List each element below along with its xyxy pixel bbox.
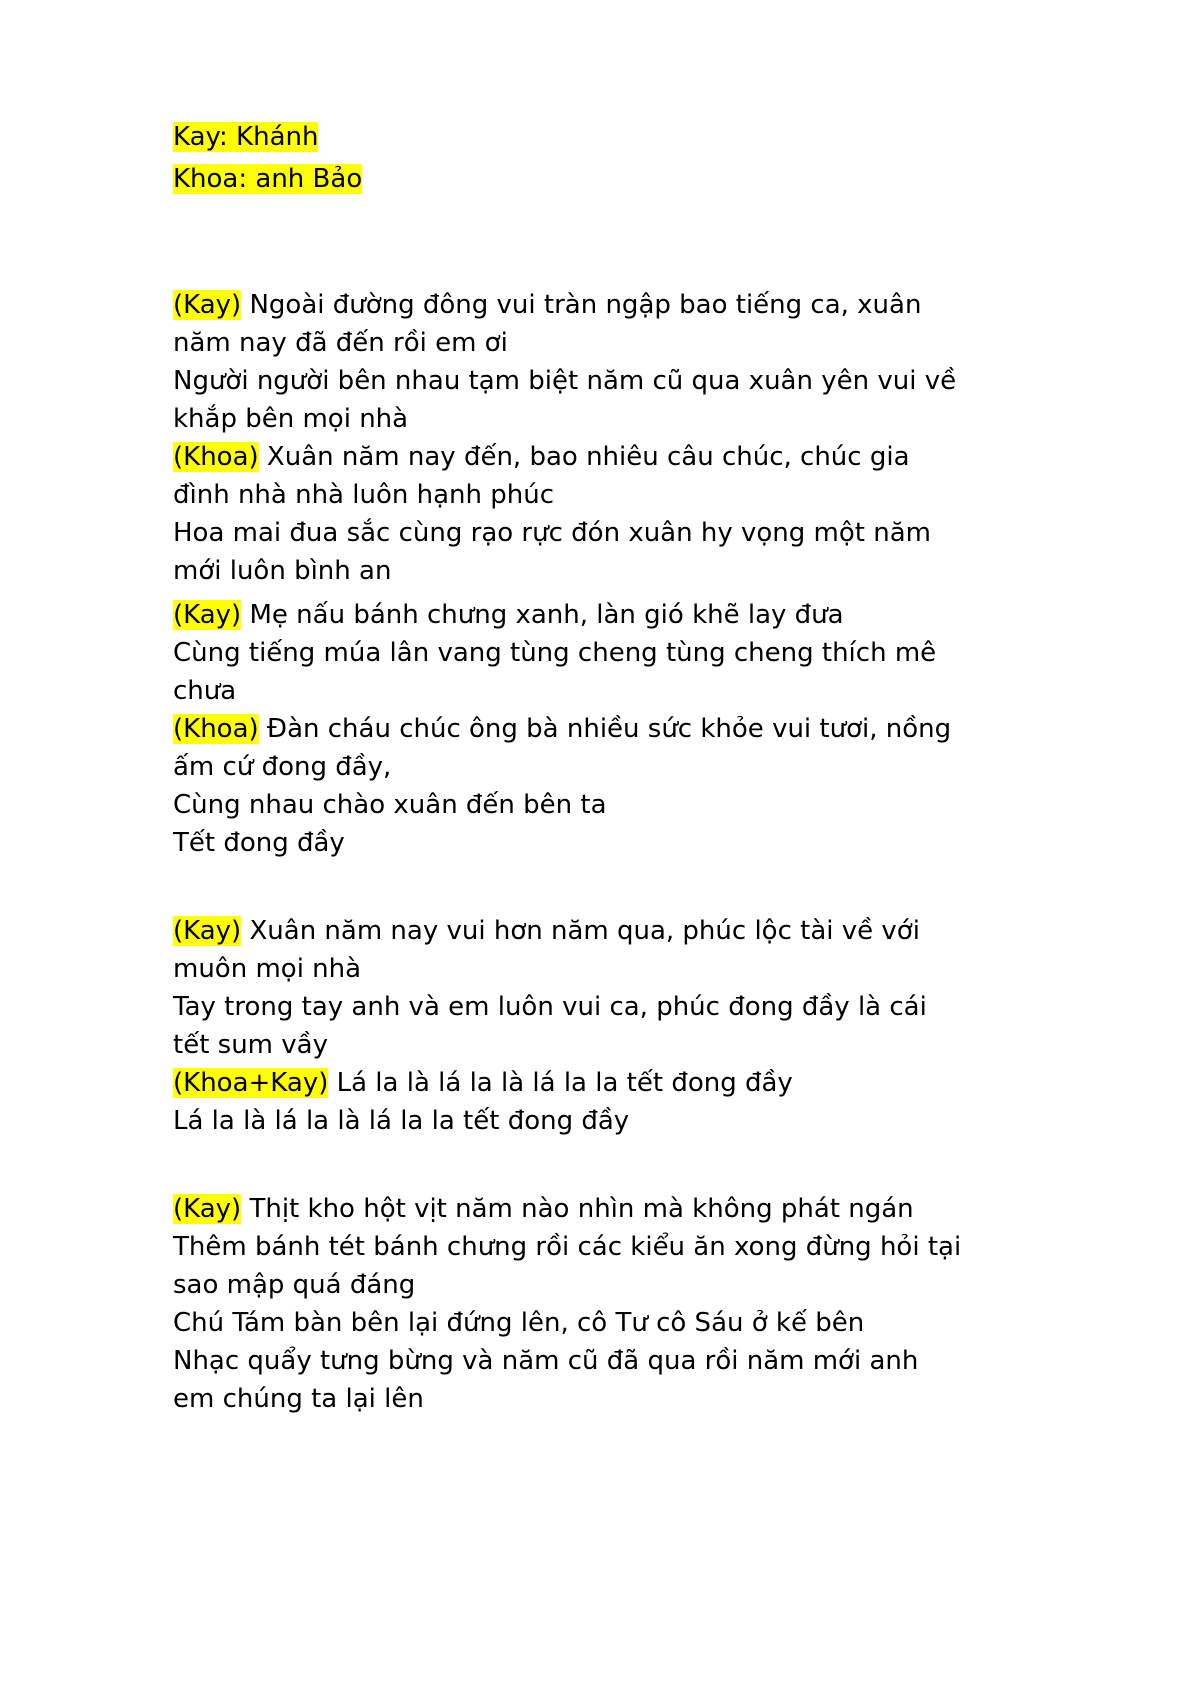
lyric-text: sao mập quá đáng — [173, 1270, 416, 1300]
lyric-text: Xuân năm nay vui hơn năm qua, phúc lộc tài về với — [241, 916, 920, 946]
lyric-text: muôn mọi nhà — [173, 954, 362, 984]
lyric-text: đình nhà nhà luôn hạnh phúc — [173, 480, 554, 510]
lyric-text: Lá la là lá la là lá la la tết đong đầy — [173, 1106, 630, 1136]
lyric-text: mới luôn bình an — [173, 556, 392, 586]
lyric-text: Người người bên nhau tạm biệt năm cũ qua xuân yên vui về — [173, 366, 957, 396]
lyric-line — [173, 1266, 1053, 1304]
lyric-line — [173, 786, 1053, 824]
assignment-line — [173, 118, 1053, 156]
lyric-text: Thêm bánh tét bánh chưng rồi các kiểu ăn xong đừng hỏi tại — [173, 1232, 962, 1262]
lyrics-document — [173, 118, 1053, 1418]
lyric-text: chưa — [173, 676, 237, 706]
lyric-text: năm nay đã đến rồi em ơi — [173, 328, 508, 358]
lyric-line — [173, 950, 1053, 988]
stanza-3 — [173, 1190, 1053, 1418]
lyric-text: em chúng ta lại lên — [173, 1384, 424, 1414]
lyric-text: Tết đong đầy — [173, 828, 345, 858]
lyric-text: Cùng nhau chào xuân đến bên ta — [173, 790, 607, 820]
lyric-line — [173, 438, 1053, 476]
lyric-line — [173, 710, 1053, 748]
lyric-line — [173, 476, 1053, 514]
stanza-2 — [173, 912, 1053, 1140]
stanza-1 — [173, 286, 1053, 862]
lyric-line — [173, 634, 1053, 672]
lyric-line — [173, 1304, 1053, 1342]
singer-tag: (Kay) — [173, 1194, 242, 1224]
lyric-text: Tay trong tay anh và em luôn vui ca, phúc đong đầy là cái — [173, 992, 927, 1022]
lyric-line — [173, 514, 1053, 552]
lyric-line — [173, 912, 1053, 950]
lyric-text: Đàn cháu chúc ông bà nhiều sức khỏe vui tươi, nồng — [258, 714, 952, 744]
role-assignments — [173, 118, 1053, 198]
lyric-text: tết sum vầy — [173, 1030, 328, 1060]
lyric-line — [173, 988, 1053, 1026]
singer-tag: (Kay) — [173, 916, 242, 946]
lyric-line — [173, 1380, 1053, 1418]
assignment-line — [173, 160, 1053, 198]
lyric-line — [173, 1102, 1053, 1140]
lyric-line — [173, 1190, 1053, 1228]
singer-tag: (Khoa) — [173, 442, 259, 472]
lyric-text: Cùng tiếng múa lân vang tùng cheng tùng cheng thích mê — [173, 638, 937, 668]
lyric-text: Xuân năm nay đến, bao nhiêu câu chúc, chúc gia — [258, 442, 910, 472]
lyric-text: ấm cứ đong đầy, — [173, 752, 392, 782]
lyric-text: Hoa mai đua sắc cùng rạo rực đón xuân hy vọng một năm — [173, 518, 931, 548]
assignment-label: Kay: Khánh — [173, 122, 319, 152]
lyric-text: Ngoài đường đông vui tràn ngập bao tiếng ca, xuân — [241, 290, 922, 320]
lyric-line — [173, 824, 1053, 862]
lyric-line — [173, 552, 1053, 590]
lyric-line — [173, 1342, 1053, 1380]
singer-tag: (Khoa+Kay) — [173, 1068, 329, 1098]
singer-tag: (Khoa) — [173, 714, 259, 744]
assignment-label: Khoa: anh Bảo — [173, 164, 363, 194]
lyric-text: Thịt kho hột vịt năm nào nhìn mà không phát ngán — [241, 1194, 914, 1224]
lyric-text: Nhạc quẩy tưng bừng và năm cũ đã qua rồi năm mới anh — [173, 1346, 919, 1376]
lyric-line — [173, 748, 1053, 786]
lyric-line — [173, 1064, 1053, 1102]
lyric-line — [173, 362, 1053, 400]
lyric-text: Mẹ nấu bánh chưng xanh, làn gió khẽ lay đưa — [241, 600, 844, 630]
lyric-line — [173, 1026, 1053, 1064]
lyric-text: Lá la là lá la là lá la la tết đong đầy — [328, 1068, 793, 1098]
lyric-line — [173, 400, 1053, 438]
lyric-line — [173, 672, 1053, 710]
lyric-text: Chú Tám bàn bên lại đứng lên, cô Tư cô Sáu ở kế bên — [173, 1308, 865, 1338]
lyric-line — [173, 324, 1053, 362]
lyric-line — [173, 1228, 1053, 1266]
lyric-line — [173, 286, 1053, 324]
singer-tag: (Kay) — [173, 600, 242, 630]
lyric-line — [173, 596, 1053, 634]
singer-tag: (Kay) — [173, 290, 242, 320]
lyric-text: khắp bên mọi nhà — [173, 404, 409, 434]
